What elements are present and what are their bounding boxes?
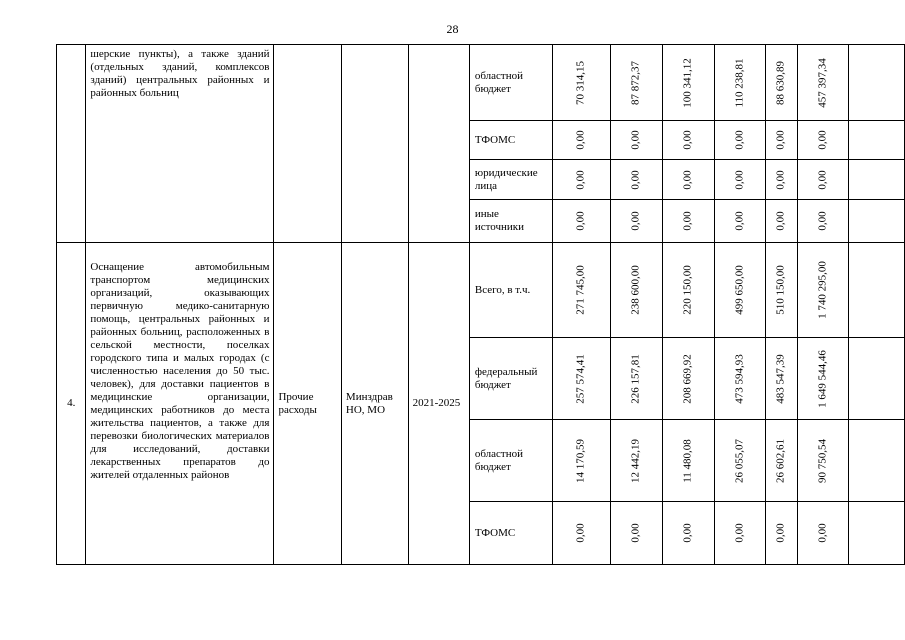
value-cell: 499 650,00	[715, 243, 766, 338]
value-cell: 0,00	[765, 200, 797, 243]
value-cell: 0,00	[610, 502, 662, 565]
value-cell: 110 238,81	[715, 45, 766, 121]
value-cell	[849, 160, 905, 200]
page-number: 28	[446, 22, 459, 36]
value-cell: 12 442,19	[610, 420, 662, 502]
period: 2021-2025	[408, 243, 469, 565]
value-cell: 90 750,54	[797, 420, 849, 502]
funding-source: юридические лица	[469, 160, 552, 200]
value-cell: 510 150,00	[765, 243, 797, 338]
value-cell: 1 740 295,00	[797, 243, 849, 338]
value-cell: 473 594,93	[715, 338, 766, 420]
value-cell: 483 547,39	[765, 338, 797, 420]
expense-type: Прочие расходы	[274, 243, 341, 565]
executor	[341, 45, 408, 243]
value-cell: 0,00	[552, 121, 610, 160]
expense-type	[274, 45, 341, 243]
value-cell: 14 170,59	[552, 420, 610, 502]
value-cell: 257 574,41	[552, 338, 610, 420]
value-cell: 70 314,15	[552, 45, 610, 121]
value-cell: 0,00	[715, 121, 766, 160]
value-cell: 208 669,92	[662, 338, 715, 420]
value-cell	[849, 243, 905, 338]
funding-source: ТФОМС	[469, 121, 552, 160]
value-cell: 0,00	[662, 121, 715, 160]
value-cell: 0,00	[797, 200, 849, 243]
value-cell: 226 157,81	[610, 338, 662, 420]
funding-source: федеральный бюджет	[469, 338, 552, 420]
value-cell: 0,00	[662, 200, 715, 243]
value-cell: 457 397,34	[797, 45, 849, 121]
value-cell: 220 150,00	[662, 243, 715, 338]
table-row	[57, 45, 905, 121]
value-cell	[849, 502, 905, 565]
executor: Минздрав НО, МО	[341, 243, 408, 565]
value-cell: 87 872,37	[610, 45, 662, 121]
row-number: 4.	[57, 243, 86, 565]
value-cell: 0,00	[765, 160, 797, 200]
value-cell	[849, 121, 905, 160]
value-cell: 238 600,00	[610, 243, 662, 338]
value-cell: 0,00	[797, 121, 849, 160]
measure-description: шерские пункты), а также зданий (отдельных зданий, комплексов зданий) центральных районных и районных больниц	[86, 45, 274, 243]
value-cell: 11 480,08	[662, 420, 715, 502]
value-cell: 0,00	[797, 160, 849, 200]
value-cell: 0,00	[552, 160, 610, 200]
value-cell: 26 055,07	[715, 420, 766, 502]
row-number	[57, 45, 86, 243]
funding-source: иные источники	[469, 200, 552, 243]
funding-source: ТФОМС	[469, 502, 552, 565]
value-cell: 26 602,61	[765, 420, 797, 502]
value-cell: 0,00	[715, 200, 766, 243]
value-cell	[849, 45, 905, 121]
value-cell: 0,00	[610, 200, 662, 243]
value-cell	[849, 338, 905, 420]
table-row	[57, 243, 905, 338]
value-cell: 0,00	[765, 121, 797, 160]
value-cell: 0,00	[610, 121, 662, 160]
value-cell: 1 649 544,46	[797, 338, 849, 420]
measure-description: Оснащение автомобильным транспортом медицинских организаций, оказывающих первичную медико-санитарную помощь, центральных районных и районных больниц, расположенных в сельской местности, поселках городского типа и малых городах (с численностью населения до 50 тыс. человек), для доставки пациентов в медицинские организации, медицинских работников до места жительства пациентов, а также для перевозки биологических материалов для исследований, доставки лекарственных препаратов до жителей отдаленных районов	[86, 243, 274, 565]
value-cell: 0,00	[610, 160, 662, 200]
value-cell: 0,00	[552, 200, 610, 243]
value-cell: 0,00	[797, 502, 849, 565]
value-cell: 0,00	[552, 502, 610, 565]
funding-source: областной бюджет	[469, 45, 552, 121]
value-cell: 0,00	[715, 160, 766, 200]
value-cell: 0,00	[662, 502, 715, 565]
value-cell: 0,00	[765, 502, 797, 565]
budget-table	[56, 44, 905, 565]
funding-source: областной бюджет	[469, 420, 552, 502]
value-cell: 271 745,00	[552, 243, 610, 338]
value-cell	[849, 200, 905, 243]
value-cell: 0,00	[715, 502, 766, 565]
period	[408, 45, 469, 243]
funding-source: Всего, в т.ч.	[469, 243, 552, 338]
value-cell: 88 630,89	[765, 45, 797, 121]
value-cell: 0,00	[662, 160, 715, 200]
value-cell: 100 341,12	[662, 45, 715, 121]
value-cell	[849, 420, 905, 502]
